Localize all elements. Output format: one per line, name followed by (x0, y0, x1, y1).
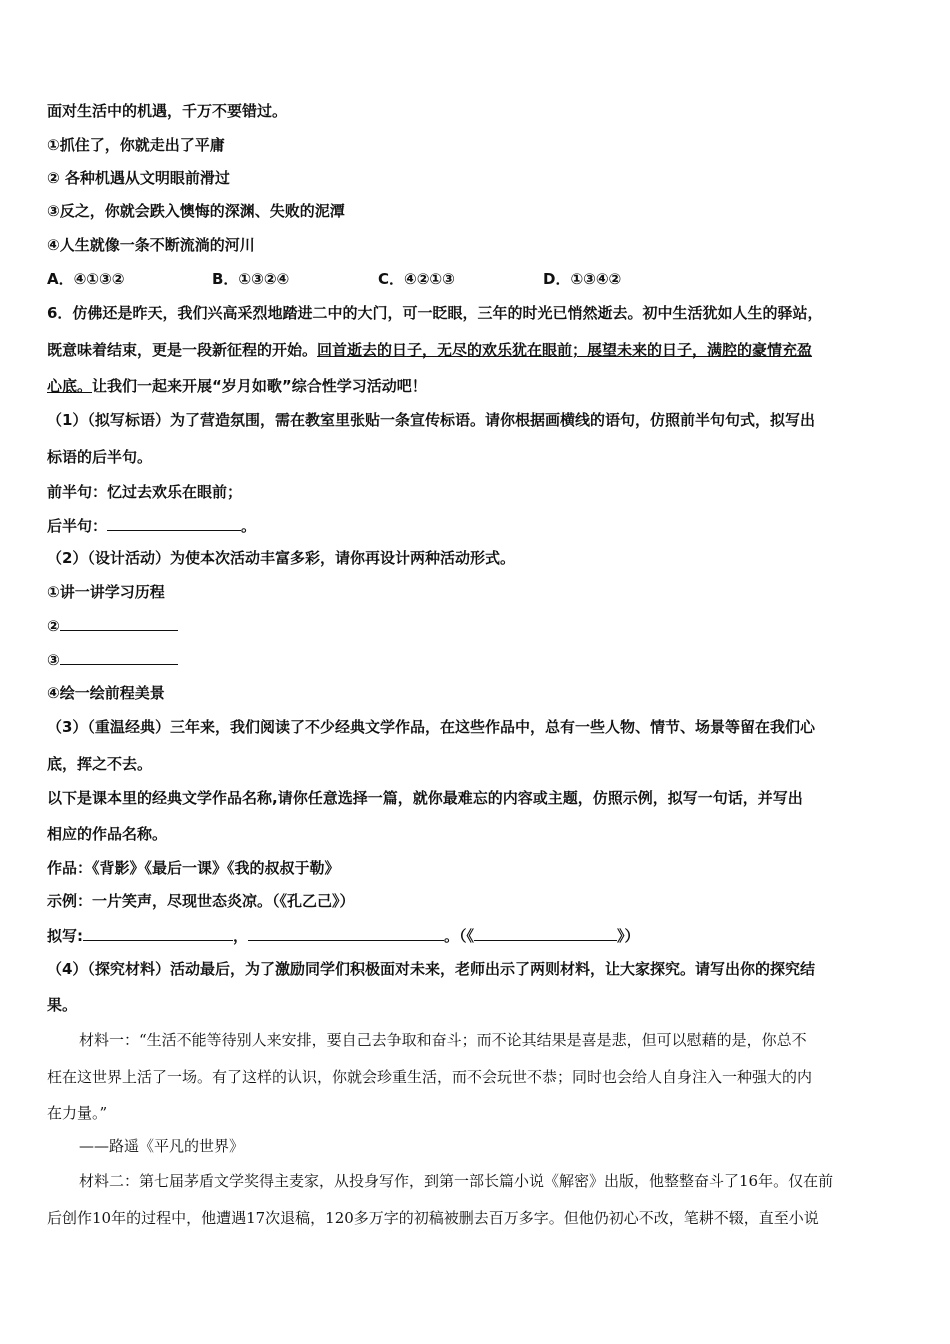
q6-underlined-sentence-end: 心底。 (47, 377, 93, 395)
q6-intro-line-2 (47, 340, 812, 360)
q6-intro-line-3 (47, 376, 427, 396)
q6-part4-line-2: 果。 (47, 996, 78, 1014)
material-2-line-1: 材料二：第七届茅盾文学奖得主麦家，从投身写作，到第一部长篇小说《解密》出版，他整整奋斗了16年。仅在前 (79, 1172, 834, 1190)
q6-part2-item-1: ①讲一讲学习历程 (47, 583, 165, 601)
q5-option-b: B．①③②④ (212, 270, 290, 288)
q6-part2-line-1: （2）（设计活动）为使本次活动丰富多彩，请你再设计两种活动形式。 (47, 549, 515, 567)
q6-part4-line-1: （4）（探究材料）活动最后，为了激励同学们积极面对未来，老师出示了两则材料，让大家探究。请写出你的探究结 (47, 960, 815, 978)
draft-work-blank[interactable] (474, 925, 617, 941)
material-1-line-2: 枉在这世界上活了一场。有了这样的认识，你就会珍重生活，而不会玩世不恭；同时也会给人自身注入一种强大的内 (47, 1068, 813, 1086)
q6-part3-line-2: 底，挥之不去。 (47, 755, 153, 773)
slogan-answer-blank[interactable] (107, 515, 241, 531)
q6-part2-item-3 (47, 649, 178, 670)
draft-label: 拟写: (47, 927, 83, 945)
q5-option-d: D．①③④② (543, 270, 622, 288)
q6-part3-line-3: 以下是课本里的经典文学作品名称,请你任意选择一篇，就你最难忘的内容或主题，仿照示例，拟写一句话，并写出 (47, 789, 803, 807)
q5-option-c: C．④②①③ (378, 270, 455, 288)
q6-intro-line-1: 6．仿佛还是昨天，我们兴高采烈地踏进二中的大门，可一眨眼，三年的时光已悄然逝去。初中生活犹如人生的驿站， (47, 304, 823, 322)
q6-underlined-sentence: 回首逝去的日子，无尽的欢乐犹在眼前；展望未来的日子，满腔的豪情充盈 (317, 341, 813, 359)
q6-intro-text: 既意味着结束，更是一段新征程的开始。 (47, 341, 318, 359)
q6-part1-first-half: 前半句：忆过去欢乐在眼前； (47, 483, 243, 501)
material-2-line-2: 后创作10年的过程中，他遭遇17次退稿，120多万字的初稿被删去百万多字。但他仍初心不改，笔耕不辍，直至小说 (47, 1209, 819, 1227)
q6-part1-second-half (47, 515, 256, 536)
q6-part3-draft (47, 925, 640, 946)
draft-end: 》） (617, 927, 640, 945)
q6-part3-line-4: 相应的作品名称。 (47, 825, 168, 843)
draft-blank-2[interactable] (248, 925, 444, 941)
q6-part3-line-1: （3）（重温经典）三年来，我们阅读了不少经典文学作品，在这些作品中，总有一些人物、情节、场景等留在我们心 (47, 718, 815, 736)
draft-mid: 。（《 (444, 927, 475, 945)
q5-stem: 面对生活中的机遇，千万不要错过。 (47, 102, 288, 120)
q5-option-a: A．④①③② (47, 270, 125, 288)
material-1-line-3: 在力量。” (47, 1104, 108, 1122)
activity-2-blank[interactable] (60, 615, 178, 631)
comma: ， (233, 927, 249, 945)
activity-3-blank[interactable] (60, 649, 178, 665)
q6-part2-item-4: ④绘一绘前程美景 (47, 684, 165, 702)
q6-intro-invite: 让我们一起来开展“岁月如歌”综合性学习活动吧！ (92, 377, 427, 395)
q5-item-3: ③反之，你就会跌入懊悔的深渊、失败的泥潭 (47, 202, 345, 220)
second-half-label: 后半句： (47, 517, 108, 535)
q6-part3-example: 示例：一片笑声，尽现世态炎凉。（《孔乙己》） (47, 892, 355, 910)
q6-part1-line-2: 标语的后半句。 (47, 448, 153, 466)
q5-item-1: ①抓住了，你就走出了平庸 (47, 136, 225, 154)
draft-blank-1[interactable] (83, 925, 233, 941)
item-3-marker: ③ (47, 651, 60, 669)
q6-part2-item-2 (47, 615, 178, 636)
material-1-source: ——路遥《平凡的世界》 (79, 1137, 245, 1155)
q5-item-4: ④人生就像一条不断流淌的河川 (47, 236, 255, 254)
q6-part3-works: 作品：《背影》《最后一课》《我的叔叔于勒》 (47, 859, 340, 877)
q6-part1-line-1: （1）（拟写标语）为了营造氛围，需在教室里张贴一条宣传标语。请你根据画横线的语句，仿照前半句句式，拟写出 (47, 411, 815, 429)
q5-item-2: ② 各种机遇从文明眼前滑过 (47, 169, 230, 187)
period: 。 (241, 517, 257, 535)
material-1-line-1: 材料一：“生活不能等待别人来安排，要自己去争取和奋斗；而不论其结果是喜是悲，但可以慰藉的是，你总不 (79, 1031, 807, 1049)
item-2-marker: ② (47, 617, 60, 635)
